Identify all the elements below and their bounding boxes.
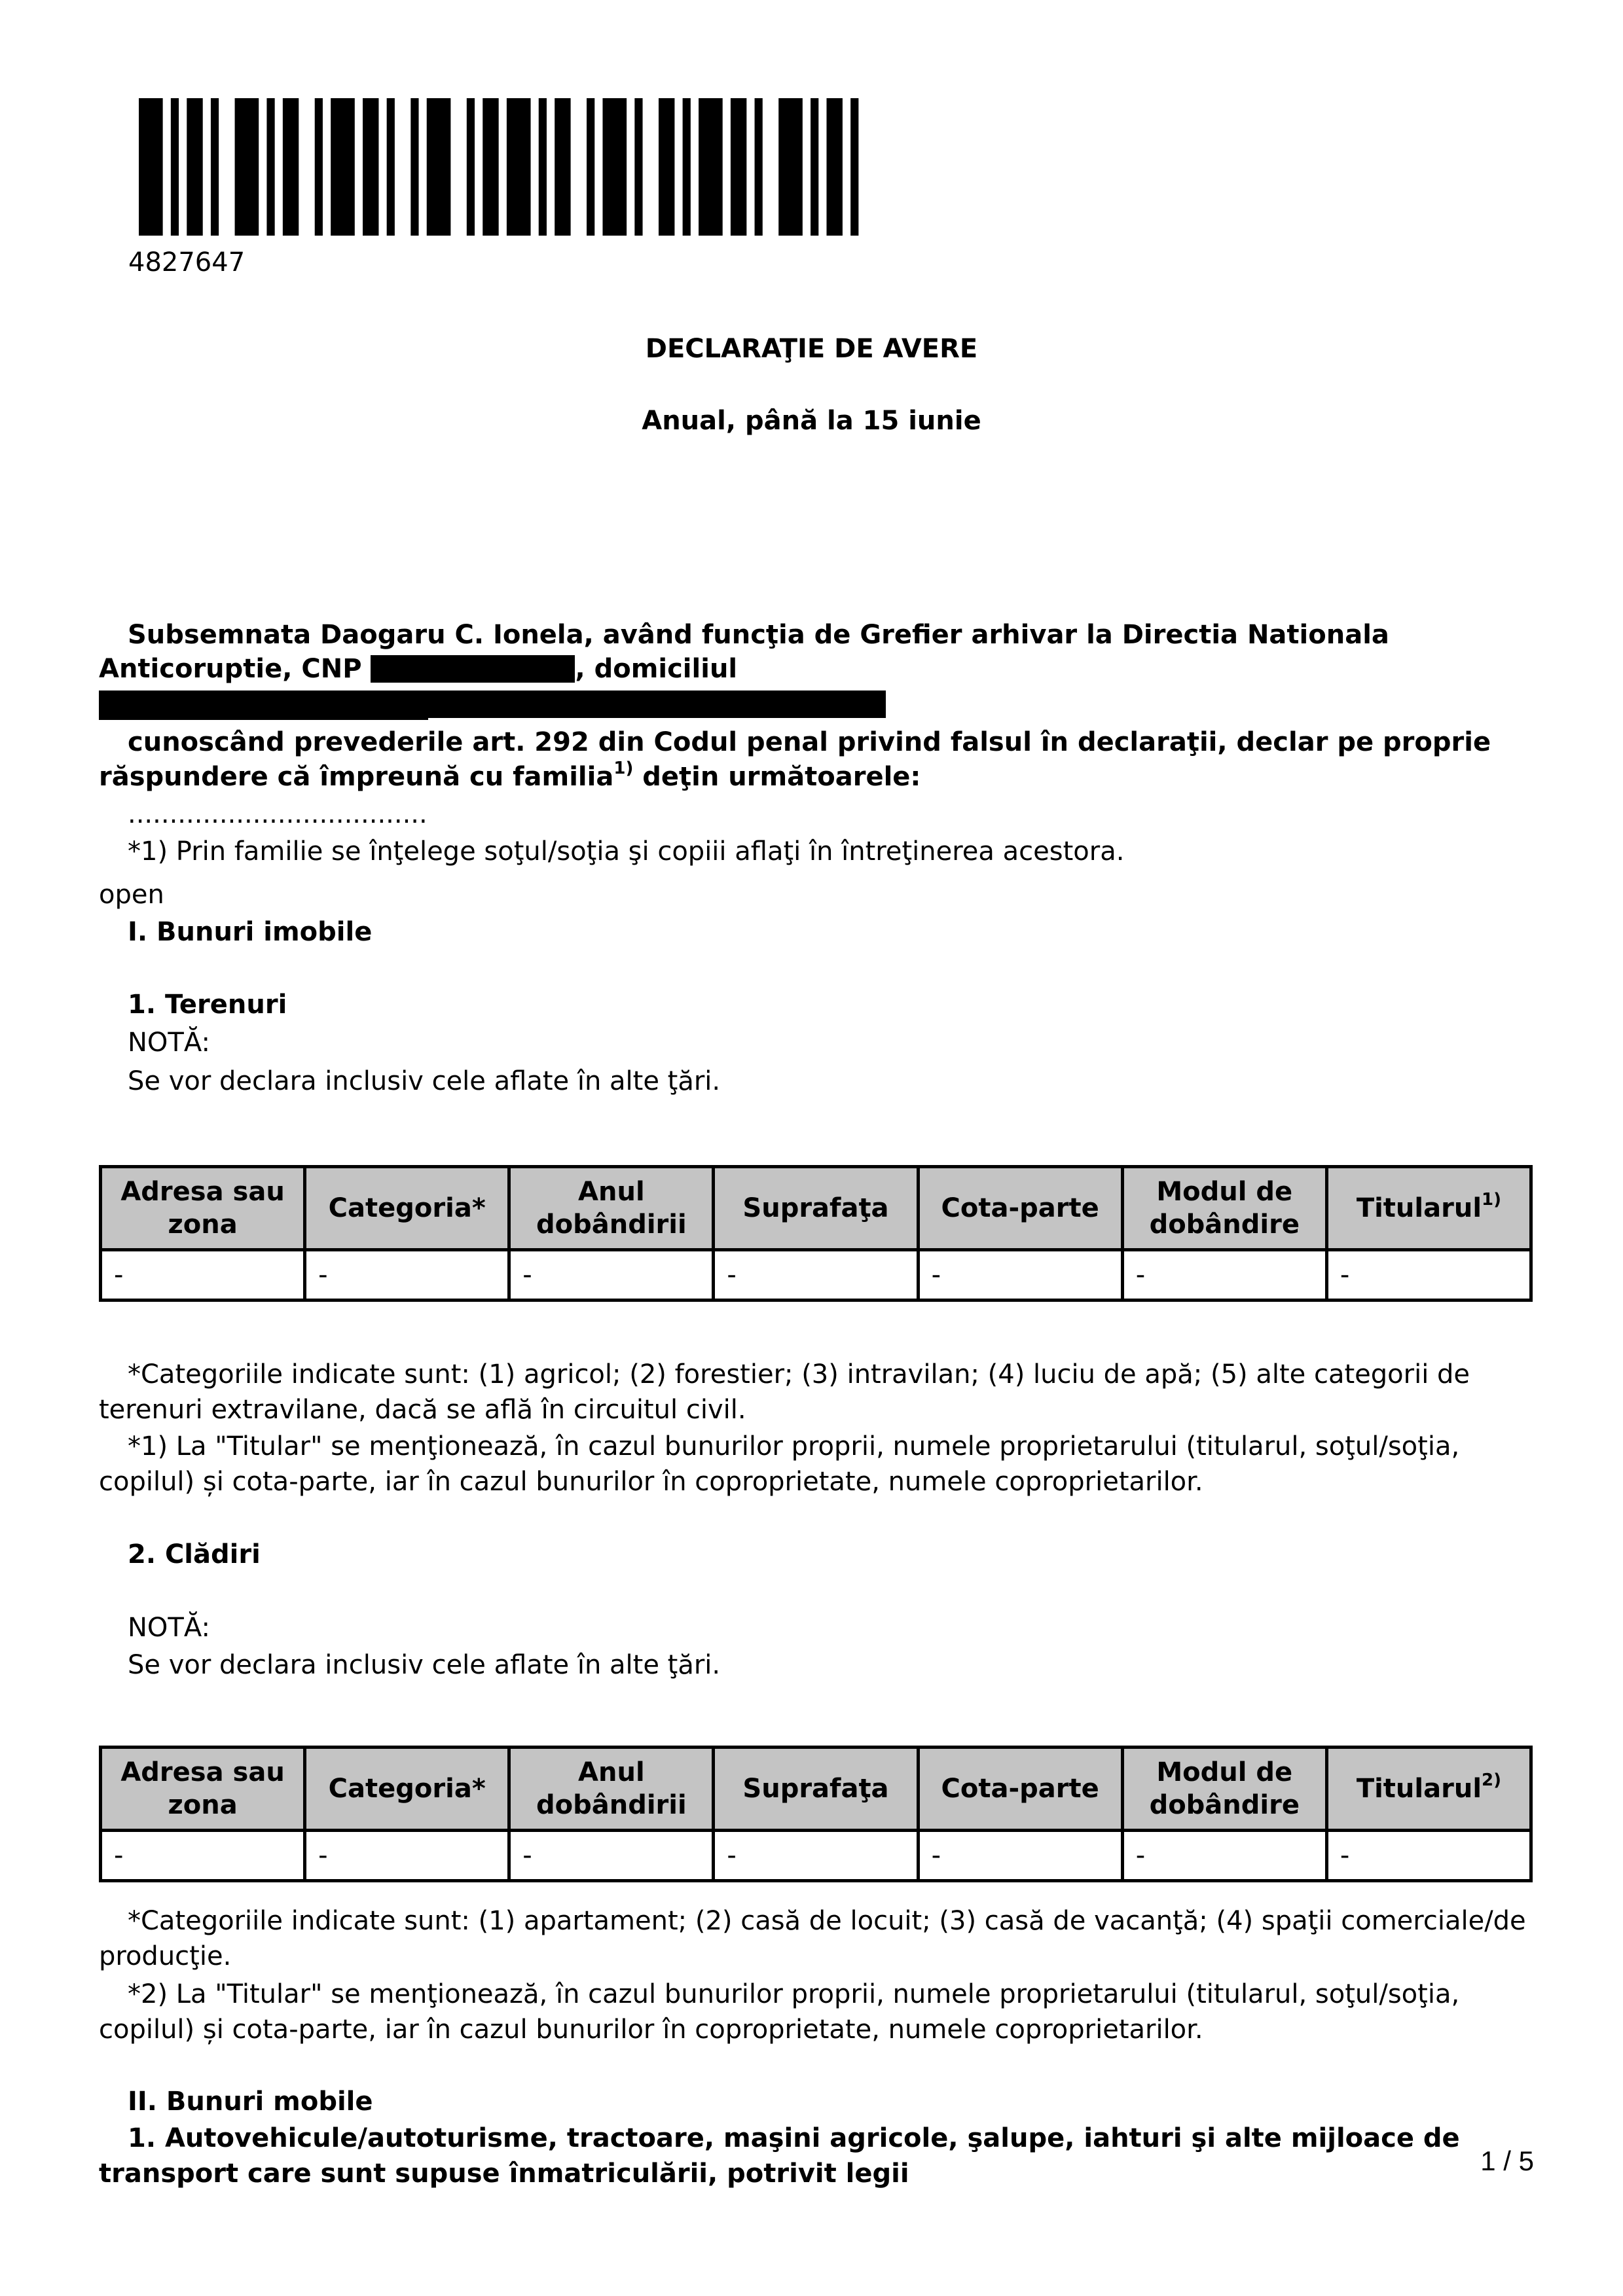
document-subtitle: Anual, până la 15 iunie (642, 406, 981, 436)
barcode-bar (699, 98, 723, 236)
terenuri-note-1: *Categoriile indicate sunt: (1) agricol; (2) forestier; (3) intravilan; (4) luciu de apă; (5) alte categorii de terenuri extravilane, dacă se află în circuitul civil. (99, 1359, 1470, 1425)
table-cell: - (918, 1250, 1122, 1300)
col-adresa: Adresa sau zona (101, 1167, 305, 1250)
barcode-bar (187, 98, 202, 236)
col-anul: Anul dobândirii (509, 1167, 714, 1250)
table-row (101, 1250, 1531, 1300)
cladiri-note-2: *2) La "Titular" se menţionează, în cazul bunurilor proprii, numele proprietarului (titularul, soţul/soţia, copilul) și cota-parte, iar în cazul bunurilor în coproprietate, numele coproprietarilor. (99, 1979, 1460, 2045)
cladiri-table (99, 1746, 1533, 1882)
barcode-bar (731, 98, 746, 236)
address-redacted-continued (99, 692, 428, 720)
table-cell: - (101, 1831, 305, 1881)
intro-line-3: cunoscând prevederile art. 292 din Codul penal privind falsul în declaraţii, declar pe proprie (128, 727, 1491, 757)
col-titularul: Titularul$^{1)}$ (1326, 1167, 1531, 1250)
barcode-bar (387, 98, 395, 236)
barcode-bar (602, 98, 627, 236)
cnp-label: Anticoruptie, CNP (99, 654, 362, 684)
col-titularul: Titularul$^{2)}$ (1326, 1748, 1531, 1831)
col-suprafata: Suprafaţa (714, 1167, 918, 1250)
barcode-bar (283, 98, 299, 236)
col-categoria: Categoria* (305, 1748, 509, 1831)
barcode-bar (331, 98, 355, 236)
table-cell: - (918, 1831, 1122, 1881)
terenuri-nota-text: Se vor declara inclusiv cele aflate în alte ţări. (128, 1066, 721, 1096)
domiciliu-label: , domiciliul (575, 654, 738, 684)
dotted-line: .................................... (128, 799, 428, 829)
barcode-bar (363, 98, 378, 236)
barcode-bar (507, 98, 531, 236)
table-header-row (101, 1748, 1531, 1831)
barcode-bar (826, 98, 842, 236)
section-1-heading: I. Bunuri imobile (128, 917, 373, 947)
page-number: 1 / 5 (1480, 2145, 1534, 2176)
barcode-bar (683, 98, 691, 236)
barcode-bar (235, 98, 259, 236)
barcode-bar (555, 98, 570, 236)
barcode-bar (139, 98, 163, 236)
col-suprafata: Suprafaţa (714, 1748, 918, 1831)
col-cota: Cota-parte (918, 1748, 1122, 1831)
table-cell: - (1326, 1831, 1531, 1881)
table-row (101, 1831, 1531, 1881)
col-adresa: Adresa sau zona (101, 1748, 305, 1831)
barcode-bar (634, 98, 642, 236)
table-cell: - (714, 1831, 918, 1881)
document-title: DECLARAŢIE DE AVERE (645, 334, 978, 364)
terenuri-heading: 1. Terenuri (128, 990, 287, 1020)
open-marker: open (99, 880, 164, 910)
col-modul: Modul de dobândire (1122, 1748, 1326, 1831)
cnp-redacted (371, 655, 575, 683)
intro-line-1: Subsemnata Daogaru C. Ionela, având funcţia de Grefier arhivar la Directia Nationala (128, 620, 1389, 650)
table-cell: - (509, 1831, 714, 1881)
col-cota: Cota-parte (918, 1167, 1122, 1250)
barcode-bar (587, 98, 594, 236)
table-cell: - (101, 1250, 305, 1300)
barcode-bar (266, 98, 274, 236)
col-modul: Modul de dobândire (1122, 1167, 1326, 1250)
barcode-bar (539, 98, 547, 236)
table-cell: - (1122, 1831, 1326, 1881)
barcode-number: 4827647 (128, 247, 246, 278)
terenuri-note-2: *1) La "Titular" se menţionează, în cazul bunurilor proprii, numele proprietarului (titularul, soţul/soţia, copilul) și cota-parte, iar în cazul bunurilor în coproprietate, numele coproprietarilor. (99, 1431, 1460, 1497)
barcode-bar (467, 98, 475, 236)
barcode-bar (659, 98, 674, 236)
intro-line-4: răspundere că împreună cu familia$^{1)}$ deţin următoarele: (99, 758, 921, 792)
section-2-heading: II. Bunuri mobile (128, 2087, 373, 2117)
col-anul: Anul dobândirii (509, 1748, 714, 1831)
terenuri-table (99, 1165, 1533, 1302)
table-cell: - (1326, 1250, 1531, 1300)
barcode-bar (483, 98, 498, 236)
barcode-bar (811, 98, 818, 236)
terenuri-nota-label: NOTĂ: (128, 1028, 210, 1058)
barcode-bar (211, 98, 219, 236)
table-cell: - (305, 1250, 509, 1300)
barcode-bar (427, 98, 451, 236)
cladiri-heading: 2. Clădiri (128, 1539, 261, 1570)
barcode-bar (850, 98, 858, 236)
family-note: *1) Prin familie se înţelege soţul/soţia şi copiii aflaţi în întreţinerea acestora. (128, 836, 1125, 867)
section-2-item-1: 1. Autovehicule/autoturisme, tractoare, maşini agricole, şalupe, iahturi şi alte mijloace de transport care sunt supuse înmatriculării, potrivit legii (99, 2123, 1460, 2189)
cladiri-note-1: *Categoriile indicate sunt: (1) apartament; (2) casă de locuit; (3) casă de vacanţă; (4) spaţii comerciale/de producţie. (99, 1906, 1526, 1971)
barcode-bar (171, 98, 179, 236)
table-cell: - (1122, 1250, 1326, 1300)
cladiri-nota-label: NOTĂ: (128, 1613, 210, 1643)
barcode-bar (778, 98, 803, 236)
barcode-bar (315, 98, 323, 236)
col-categoria: Categoria* (305, 1167, 509, 1250)
barcode (139, 98, 883, 236)
cladiri-nota-text: Se vor declara inclusiv cele aflate în alte ţări. (128, 1650, 721, 1680)
table-header-row (101, 1167, 1531, 1250)
table-cell: - (509, 1250, 714, 1300)
barcode-bar (410, 98, 418, 236)
table-cell: - (305, 1831, 509, 1881)
table-cell: - (714, 1250, 918, 1300)
barcode-bar (755, 98, 763, 236)
